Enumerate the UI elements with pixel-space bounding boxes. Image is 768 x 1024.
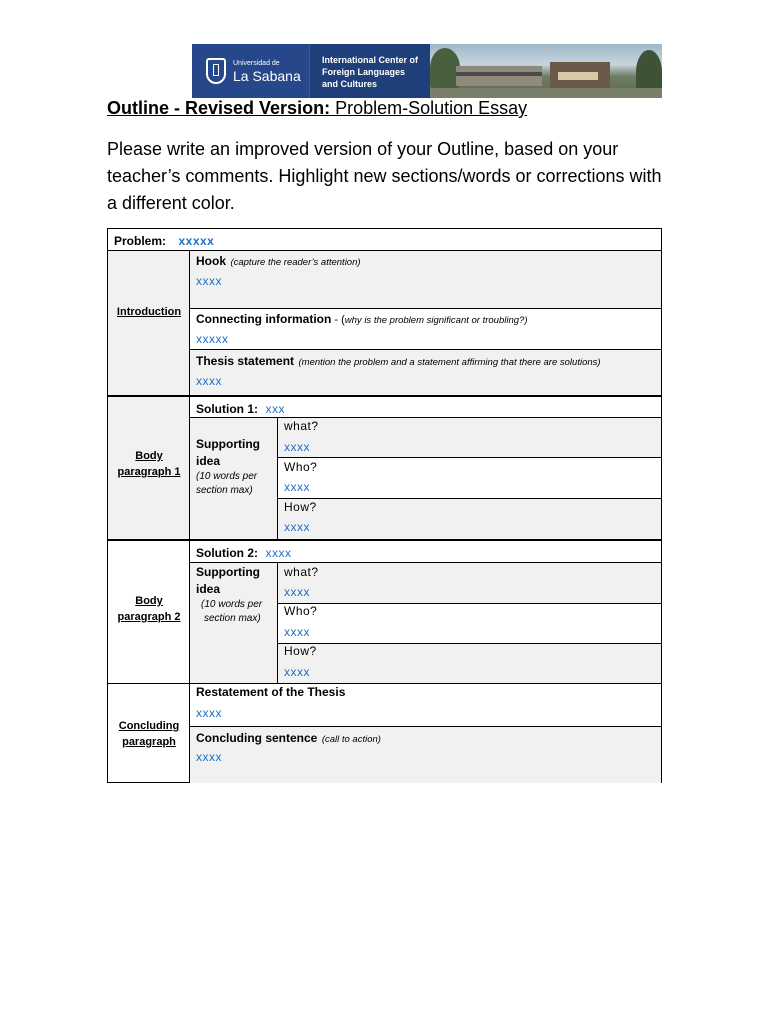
body1-what-value[interactable]: xxxx — [284, 440, 310, 454]
body2-supporting-line2: idea — [196, 582, 221, 596]
solution2-heading — [196, 544, 291, 562]
concluding-sentence-label: Concluding sentence — [196, 731, 318, 745]
body2-how-value[interactable]: xxxx — [284, 665, 310, 679]
body2-how-label: How? — [284, 644, 317, 658]
problem-value[interactable]: xxxxx — [178, 234, 215, 248]
body1-label-line2: paragraph 1 — [117, 466, 181, 478]
restatement-label: Restatement of the Thesis — [196, 685, 346, 699]
shield-icon — [206, 58, 226, 84]
solution2-value[interactable]: xxxx — [265, 546, 292, 560]
hook-value[interactable]: xxxx — [196, 274, 222, 288]
conclusion-label-line1: Concluding — [118, 720, 180, 732]
hook-hint: (capture the reader’s attention) — [230, 257, 361, 268]
body2-what-cell[interactable] — [278, 563, 661, 603]
hook-label: Hook — [196, 254, 226, 268]
thesis-value[interactable]: xxxx — [196, 374, 222, 388]
body1-who-label: Who? — [284, 460, 318, 474]
introduction-label: Introduction — [116, 306, 182, 318]
center-name — [310, 44, 430, 98]
instructions: Please write an improved version of your Outline, based on your teacher’s comments. Highlight new sections/words or corrections with a different color. — [107, 139, 662, 213]
body1-how-label: How? — [284, 500, 317, 514]
body2-who-label: Who? — [284, 604, 318, 618]
solution1-label: Solution 1: — [196, 402, 258, 416]
introduction-label-cell — [108, 251, 190, 395]
center-line-1: International Center of — [322, 55, 419, 65]
body2-supporting — [196, 564, 262, 626]
body1-supporting — [196, 436, 260, 498]
header-banner — [192, 44, 662, 98]
body2-label-line1: Body — [135, 595, 163, 607]
conclusion-label-line2: paragraph — [122, 736, 176, 748]
problem-label: Problem: — [114, 234, 167, 248]
body2-note-line2: section max) — [204, 613, 261, 624]
center-line-3: and Cultures — [322, 79, 378, 89]
body1-who-value[interactable]: xxxx — [284, 480, 310, 494]
body1-note-line2: section max) — [196, 485, 253, 496]
outline-table — [107, 228, 662, 783]
page-title — [107, 98, 527, 119]
body1-label-line1: Body — [135, 450, 163, 462]
center-line-2: Foreign Languages — [322, 67, 406, 77]
body2-what-label: what? — [284, 565, 319, 579]
title-bold: Outline - Revised Version: — [107, 98, 331, 118]
body1-how-cell[interactable] — [278, 499, 661, 540]
body2-who-value[interactable]: xxxx — [284, 625, 310, 639]
thesis-label: Thesis statement — [196, 354, 295, 368]
concluding-sentence-heading — [196, 729, 381, 747]
concluding-sentence-hint: (call to action) — [321, 734, 381, 745]
body1-how-value[interactable]: xxxx — [284, 520, 310, 534]
body2-note-line1: (10 words per — [201, 599, 263, 610]
body2-supporting-line1: Supporting — [196, 565, 260, 579]
connecting-value[interactable]: xxxxx — [196, 332, 229, 346]
title-rest: Problem-Solution Essay — [330, 98, 528, 118]
university-small-text: Universidad de — [233, 59, 280, 67]
concluding-sentence-value[interactable]: xxxx — [196, 750, 222, 764]
campus-photo — [430, 44, 662, 98]
conclusion-label — [108, 718, 190, 750]
thesis-heading — [196, 352, 601, 370]
solution1-value[interactable]: xxx — [265, 402, 285, 416]
thesis-hint: (mention the problem and a statement affirming that there are solutions) — [298, 357, 601, 368]
body2-what-value[interactable]: xxxx — [284, 585, 310, 599]
restatement-value[interactable]: xxxx — [196, 706, 222, 720]
body2-label-line2: paragraph 2 — [117, 611, 181, 623]
university-name: La Sabana — [233, 67, 301, 84]
connecting-heading — [196, 310, 527, 328]
connecting-label: Connecting information — [196, 312, 332, 326]
body1-note-line1: (10 words per — [196, 471, 258, 482]
university-logo — [192, 44, 310, 98]
hook-heading — [196, 252, 361, 270]
solution1-heading — [196, 400, 285, 418]
body1-supporting-line1: Supporting — [196, 437, 260, 451]
problem-row — [114, 232, 214, 250]
connecting-hint: why is the problem significant or troubling?) — [344, 315, 528, 326]
body2-how-cell[interactable] — [278, 643, 661, 683]
solution2-label: Solution 2: — [196, 546, 258, 560]
body1-supporting-line2: idea — [196, 454, 221, 468]
body1-label — [108, 448, 190, 480]
connecting-separator: - ( — [331, 314, 345, 326]
body1-what-cell[interactable] — [278, 417, 661, 457]
body2-label — [108, 593, 190, 625]
body1-what-label: what? — [284, 419, 319, 433]
